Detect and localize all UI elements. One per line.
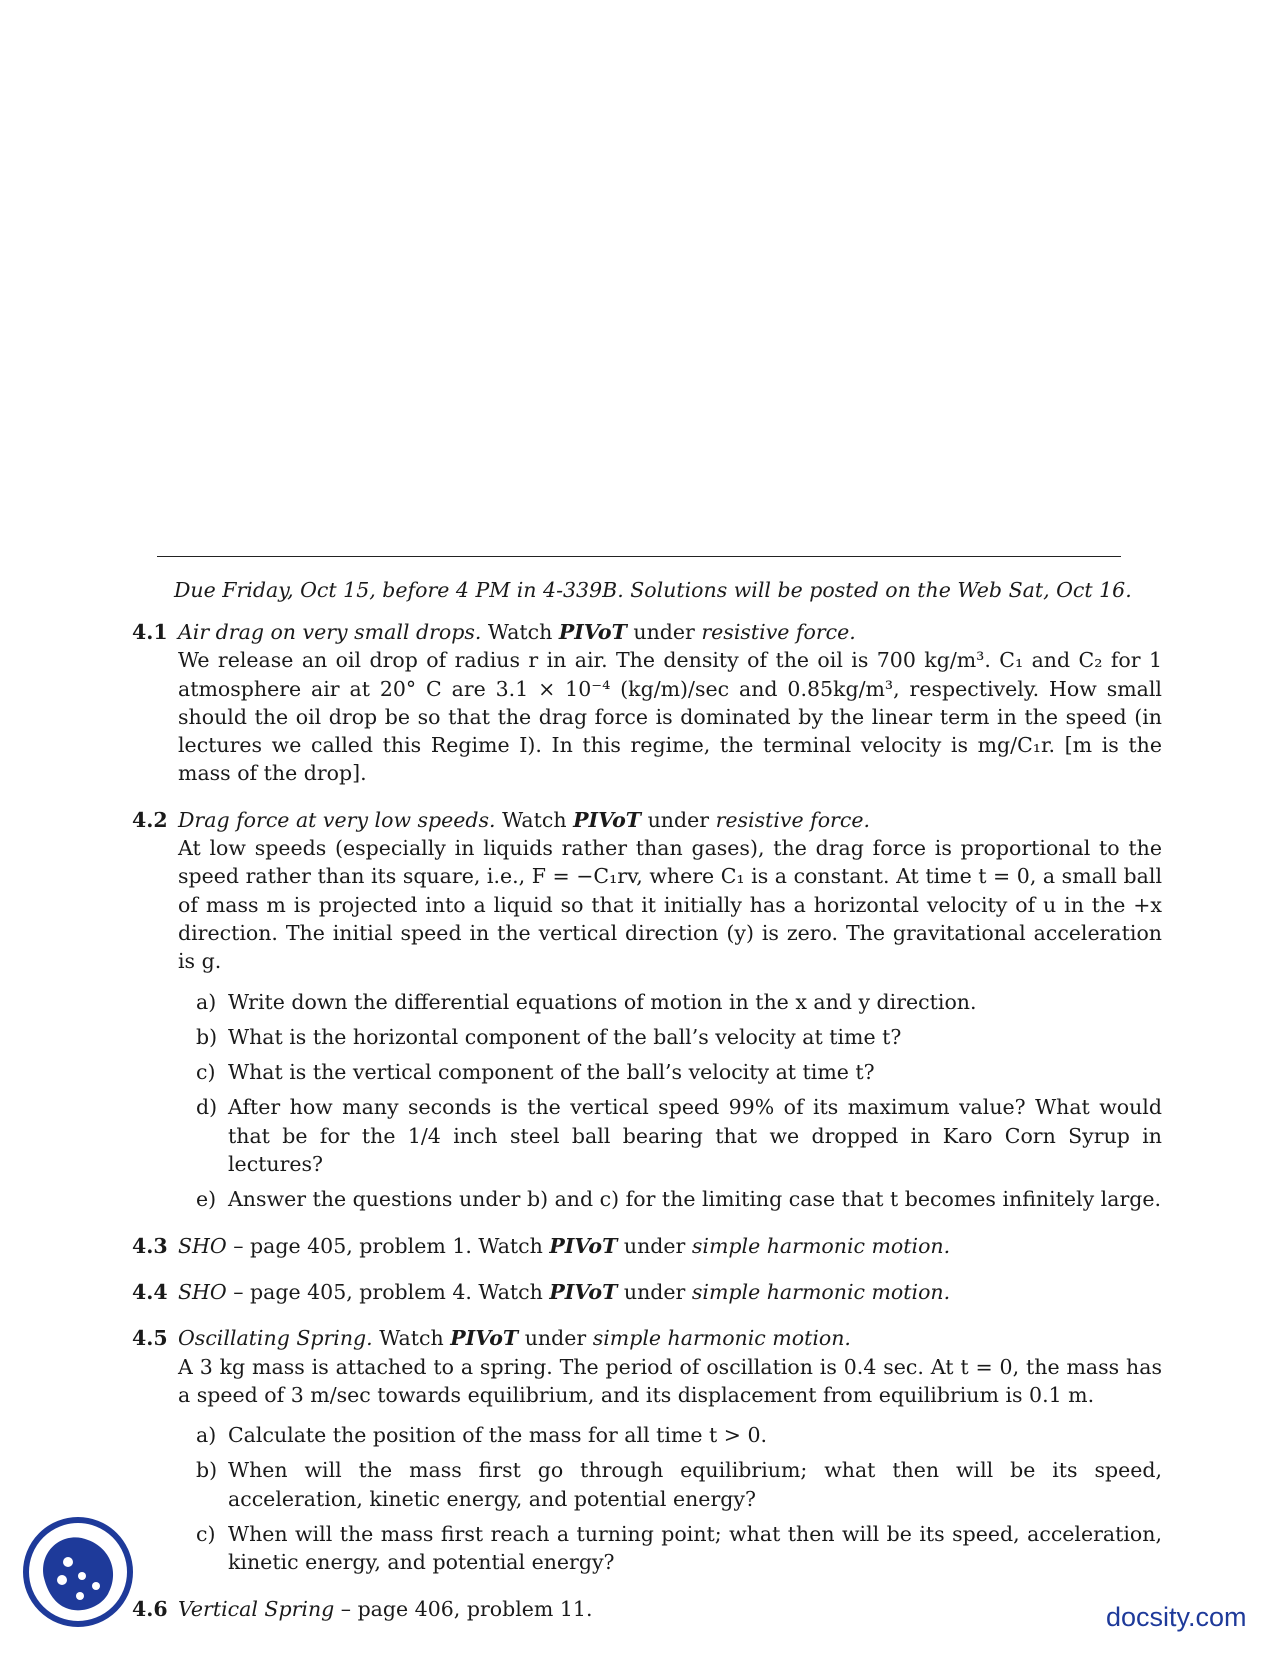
subquestion [178, 1185, 1162, 1213]
under-word: under [623, 1279, 686, 1304]
subquestion-text: When will the mass first reach a turning point; what then will be its speed, acceleration, kinetic energy, and potential energy? [228, 1522, 1162, 1575]
under-word: under [623, 1233, 686, 1258]
subquestion [178, 1456, 1162, 1513]
due-note: Due Friday, Oct 15, before 4 PM in 4-339B. Solutions will be posted on the Web Sat, Oct 16. [174, 578, 1132, 602]
problem-title: SHO [178, 1233, 227, 1258]
problem-list [132, 618, 1162, 1641]
problem-4-3 [132, 1232, 1162, 1260]
watch-word: Watch [502, 807, 567, 832]
subquestion-label: d) [196, 1095, 218, 1120]
problem-title: SHO [178, 1279, 227, 1304]
problem-topic: simple harmonic motion. [691, 1233, 951, 1258]
problem-heading [178, 1595, 1162, 1623]
watch-word: Watch [487, 620, 553, 644]
problem-number: 4.5 [132, 1326, 168, 1351]
subquestion-text: When will the mass first go through equilibrium; what then will be its speed, acceleration, kinetic energy, and potential energy? [228, 1458, 1162, 1511]
problem-text: A 3 kg mass is attached to a spring. The period of oscillation is 0.4 sec. At t = 0, the mass has a speed of 3 m/sec towards equilibrium, and its displacement from equilibrium is 0.1 m. [178, 1354, 1162, 1407]
problem-text: We release an oil drop of radius r in air. The density of the oil is 700 kg/m³. C₁ and C₂ for 1 atmosphere air at 20° C are 3.1 × 10⁻⁴ (kg/m)/sec and 0.85kg/m³, respectively. How small should the oil drop be so that the drag force is dominated by the linear term in the speed (in lectures we called this Regime I). In this regime, the terminal velocity is mg/C₁r. [m is the mass of the drop]. [178, 648, 1162, 786]
subquestion [178, 1520, 1162, 1577]
subquestion-list [178, 988, 1162, 1214]
problem-title: Vertical Spring [178, 1596, 335, 1621]
problem-heading [178, 618, 1162, 646]
problem-topic: resistive force. [701, 620, 856, 644]
subquestion [178, 1023, 1162, 1051]
subquestion-text: Calculate the position of the mass for all time t > 0. [228, 1423, 768, 1448]
top-rule [157, 556, 1121, 557]
problem-heading [178, 806, 1162, 834]
problem-text: At low speeds (especially in liquids rather than gases), the drag force is proportional to the speed rather than its square, i.e., F = −C₁rv, where C₁ is a constant. At time t = 0, a small ball of mass m is projected into a liquid so that it initially has a horizontal velocity of u in the +x direction. The initial speed in the vertical direction (y) is zero. The gravitational acceleration is g. [178, 836, 1162, 974]
problem-4-1 [132, 618, 1162, 788]
problem-number: 4.6 [132, 1596, 168, 1621]
problem-heading [178, 1232, 1162, 1260]
docsity-logo-icon [22, 1516, 134, 1628]
subquestion-text: Answer the questions under b) and c) for the limiting case that t becomes infinitely large. [228, 1187, 1162, 1212]
subquestion-label: e) [196, 1187, 217, 1212]
pivot-name: PIVoT [573, 807, 642, 832]
subquestion-label: b) [196, 1024, 218, 1049]
problem-number: 4.2 [132, 807, 168, 832]
subquestion-label: b) [196, 1458, 218, 1483]
subquestion [178, 988, 1162, 1016]
under-word: under [647, 807, 710, 832]
problem-topic: resistive force. [715, 807, 870, 832]
problem-number: 4.3 [132, 1233, 168, 1258]
subquestion [178, 1093, 1162, 1178]
subquestion-list [178, 1421, 1162, 1576]
watch-word: Watch [478, 1279, 543, 1304]
subquestion-text: What is the horizontal component of the ball’s velocity at time t? [228, 1024, 902, 1049]
problem-number: 4.1 [132, 620, 168, 644]
subquestion-label: c) [196, 1060, 216, 1085]
docsity-brand[interactable]: docsity.com [1106, 1602, 1247, 1632]
problem-topic: simple harmonic motion. [691, 1279, 951, 1304]
under-word: under [524, 1326, 587, 1351]
problem-heading [178, 1324, 1162, 1352]
problem-4-4 [132, 1278, 1162, 1306]
problem-4-2 [132, 806, 1162, 1214]
problem-title: Air drag on very small drops. [178, 620, 482, 644]
problem-topic: simple harmonic motion. [592, 1326, 851, 1351]
problem-ref: – page 405, problem 4. [226, 1279, 472, 1304]
watch-word: Watch [478, 1233, 543, 1258]
problem-ref: – page 405, problem 1. [226, 1233, 472, 1258]
problem-title: Drag force at very low speeds. [178, 807, 496, 832]
pivot-name: PIVoT [549, 1279, 618, 1304]
pivot-name: PIVoT [558, 620, 627, 644]
subquestion-label: a) [196, 1423, 217, 1448]
problem-heading [178, 1278, 1162, 1306]
subquestion-text: After how many seconds is the vertical speed 99% of its maximum value? What would that be for the 1/4 inch steel ball bearing that we dropped in Karo Corn Syrup in lectures? [228, 1095, 1162, 1177]
subquestion-label: a) [196, 989, 217, 1014]
problem-title: Oscillating Spring. [178, 1326, 373, 1351]
under-word: under [633, 620, 695, 644]
subquestion-text: What is the vertical component of the ball’s velocity at time t? [228, 1060, 875, 1085]
subquestion [178, 1058, 1162, 1086]
problem-ref: – page 406, problem 11. [334, 1596, 593, 1621]
subquestion [178, 1421, 1162, 1449]
pivot-name: PIVoT [549, 1233, 618, 1258]
problem-number: 4.4 [132, 1279, 168, 1304]
watch-word: Watch [379, 1326, 444, 1351]
problem-4-5 [132, 1324, 1162, 1576]
pivot-name: PIVoT [450, 1326, 519, 1351]
subquestion-label: c) [196, 1522, 216, 1547]
problem-4-6 [132, 1595, 1162, 1623]
subquestion-text: Write down the differential equations of motion in the x and y direction. [228, 989, 977, 1014]
